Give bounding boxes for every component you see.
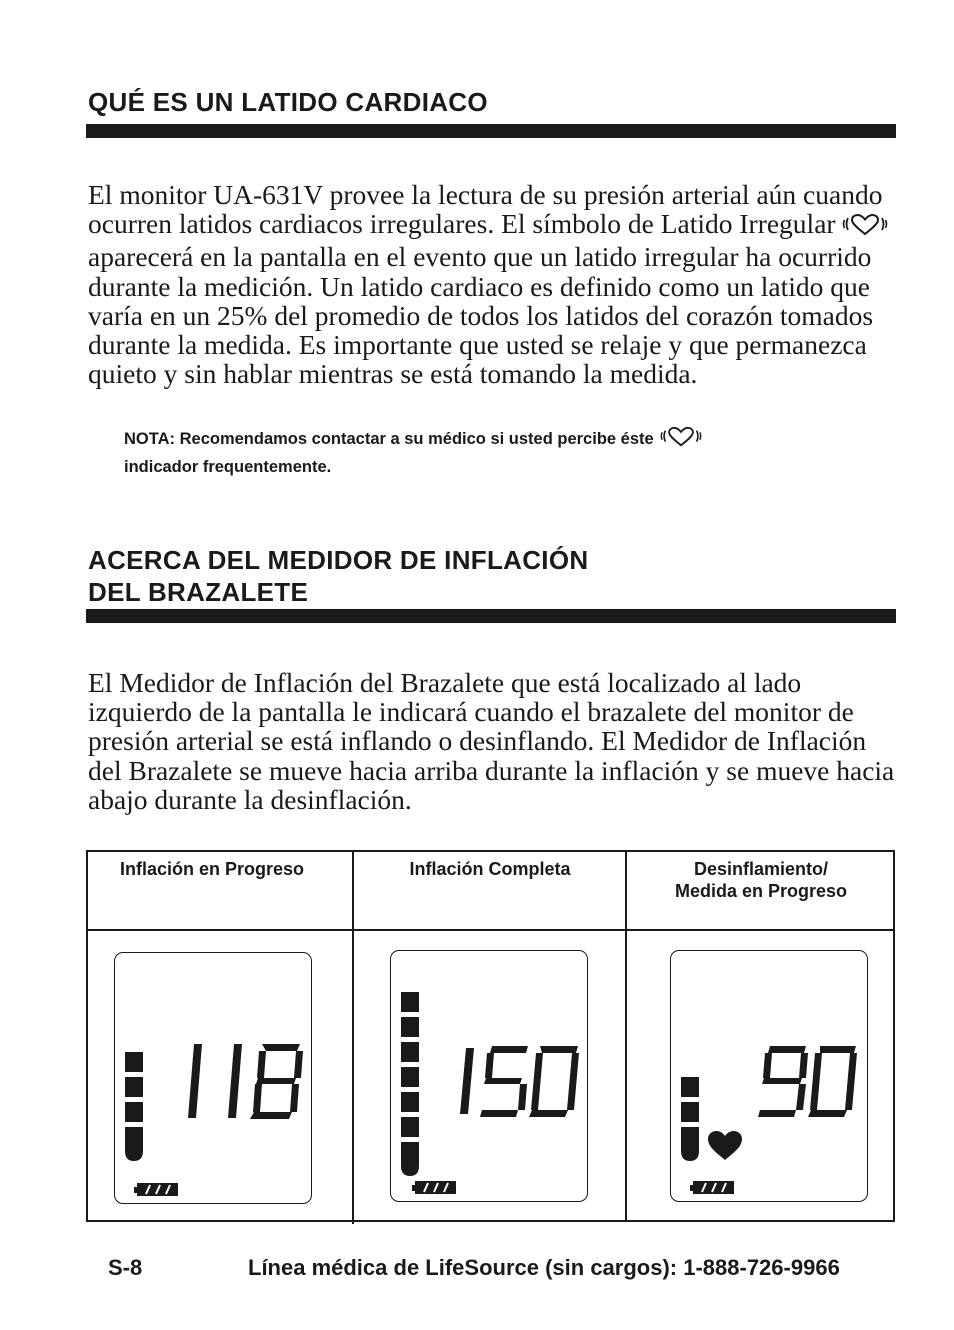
meter-segment (681, 1077, 699, 1097)
cuff-inflation-meter (400, 992, 420, 1181)
section-divider (86, 124, 896, 138)
meter-segment (125, 1052, 143, 1072)
column-header-line: Desinflamiento/ (693, 859, 829, 879)
meter-segment (401, 1092, 419, 1112)
column-header-line: Inflación en Progreso (119, 859, 305, 879)
meter-segment (401, 1017, 419, 1037)
cuff-inflation-meter (680, 1077, 700, 1166)
meter-segment (125, 1127, 143, 1161)
section-title-cuff-meter (88, 544, 588, 608)
lcd-reading (454, 1042, 580, 1127)
note-part1: NOTA: Recomendamos contactar a su médico si usted percibe éste (124, 430, 654, 448)
column-header-line: Inflación Completa (409, 859, 571, 879)
page-number: S-8 (108, 1255, 143, 1280)
note-part2: indicador frequentemente. (124, 458, 332, 476)
battery-icon (134, 1182, 180, 1203)
meter-segment (681, 1102, 699, 1122)
irregular-heartbeat-icon (842, 213, 888, 242)
note (124, 426, 824, 479)
section-divider (86, 609, 896, 623)
irregular-heartbeat-icon (658, 426, 704, 455)
meter-segment (681, 1127, 699, 1161)
meter-segment (401, 1067, 419, 1087)
meter-segment (401, 992, 419, 1012)
meter-segment (125, 1102, 143, 1122)
column-header-deflating (627, 858, 895, 902)
section-title-heartbeat: QUÉ ES UN LATIDO CARDIACO (88, 87, 488, 117)
heartbeat-paragraph (88, 180, 898, 388)
column-header-complete (354, 858, 626, 880)
column-header-inflating (86, 858, 338, 880)
meter-segment (125, 1077, 143, 1097)
heartbeat-paragraph-part1: El monitor UA-631V provee la lectura de su presión arterial aún cuando ocurren latidos cardiacos irregulares. El símbolo de Latido Irregular (88, 179, 883, 240)
meter-segment (401, 1042, 419, 1062)
section-title-line2: DEL BRAZALETE (88, 577, 309, 607)
meter-segment (401, 1142, 419, 1176)
cuff-inflation-meter (124, 1052, 144, 1166)
cuff-meter-paragraph: El Medidor de Inflación del Brazalete que está localizado al lado izquierdo de la pantalla le indicará cuando el brazalete del monitor de presión arterial se está inflando o desinflando. El Medidor de Inflación del Brazalete se mueve hacia arriba durante la inflación y se mueve hacia abajo durante la desinflación. (88, 667, 895, 815)
footer-hotline: Línea médica de LifeSource (sin cargos): 1-888-726-9966 (248, 1255, 840, 1280)
heartbeat-paragraph-part2: aparecerá en la pantalla en el evento que un latido irregular ha ocurrido durante la medición. Un latido cardiaco es definido como un latido que varía en un 25% del promedio de todos los latidos del corazón tomados durante la medida. Es importante que usted se relaje y que permanezca quieto y sin hablar mientras se está tomando la medida. (88, 241, 874, 390)
column-header-line: Medida en Progreso (674, 881, 848, 901)
lcd-reading (758, 1042, 858, 1127)
battery-icon (690, 1180, 736, 1201)
lcd-reading (178, 1042, 304, 1127)
section-title-line1: ACERCA DEL MEDIDOR DE INFLACIÓN (88, 545, 589, 575)
meter-segment (401, 1117, 419, 1137)
heart-icon (706, 1130, 744, 1167)
battery-icon (412, 1180, 458, 1201)
